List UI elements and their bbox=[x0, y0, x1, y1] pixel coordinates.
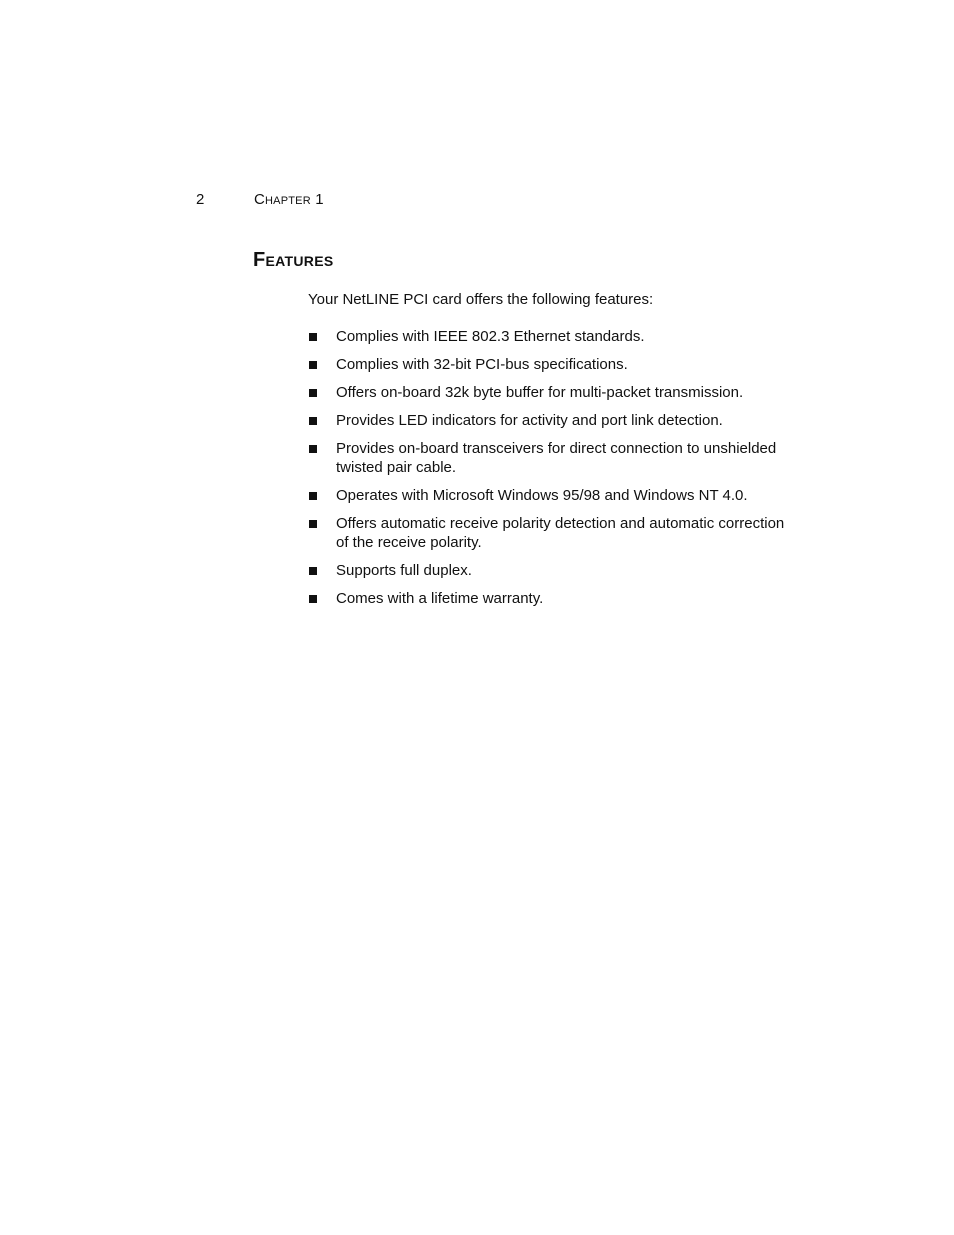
feature-text: Offers automatic receive polarity detection and automatic correction of the receive polarity. bbox=[336, 515, 785, 551]
square-bullet-icon bbox=[309, 520, 317, 528]
feature-text: Complies with IEEE 802.3 Ethernet standards. bbox=[336, 328, 645, 345]
square-bullet-icon bbox=[309, 333, 317, 341]
feature-text: Provides on-board transceivers for direct connection to unshielded twisted pair cable. bbox=[336, 440, 777, 476]
feature-item bbox=[308, 486, 798, 505]
square-bullet-icon bbox=[309, 417, 317, 425]
feature-item bbox=[308, 411, 798, 430]
feature-text: Operates with Microsoft Windows 95/98 and Windows NT 4.0. bbox=[336, 487, 748, 504]
square-bullet-icon bbox=[309, 361, 317, 369]
feature-item bbox=[308, 355, 798, 374]
square-bullet-icon bbox=[309, 567, 317, 575]
section-title: Features bbox=[253, 249, 334, 271]
feature-item bbox=[308, 589, 798, 608]
feature-text: Supports full duplex. bbox=[336, 562, 472, 579]
feature-text: Provides LED indicators for activity and port link detection. bbox=[336, 412, 723, 429]
square-bullet-icon bbox=[309, 492, 317, 500]
chapter-label: Chapter 1 bbox=[254, 191, 324, 208]
intro-paragraph: Your NetLINE PCI card offers the following features: bbox=[308, 291, 654, 308]
square-bullet-icon bbox=[309, 389, 317, 397]
feature-item bbox=[308, 327, 798, 346]
feature-text: Comes with a lifetime warranty. bbox=[336, 590, 544, 607]
feature-item bbox=[308, 439, 798, 477]
square-bullet-icon bbox=[309, 445, 317, 453]
feature-item bbox=[308, 514, 798, 552]
feature-text: Complies with 32-bit PCI-bus specifications. bbox=[336, 356, 628, 373]
feature-list bbox=[308, 327, 798, 617]
feature-item bbox=[308, 383, 798, 402]
feature-item bbox=[308, 561, 798, 580]
page-number: 2 bbox=[196, 191, 205, 208]
square-bullet-icon bbox=[309, 595, 317, 603]
feature-text: Offers on-board 32k byte buffer for multi-packet transmission. bbox=[336, 384, 744, 401]
